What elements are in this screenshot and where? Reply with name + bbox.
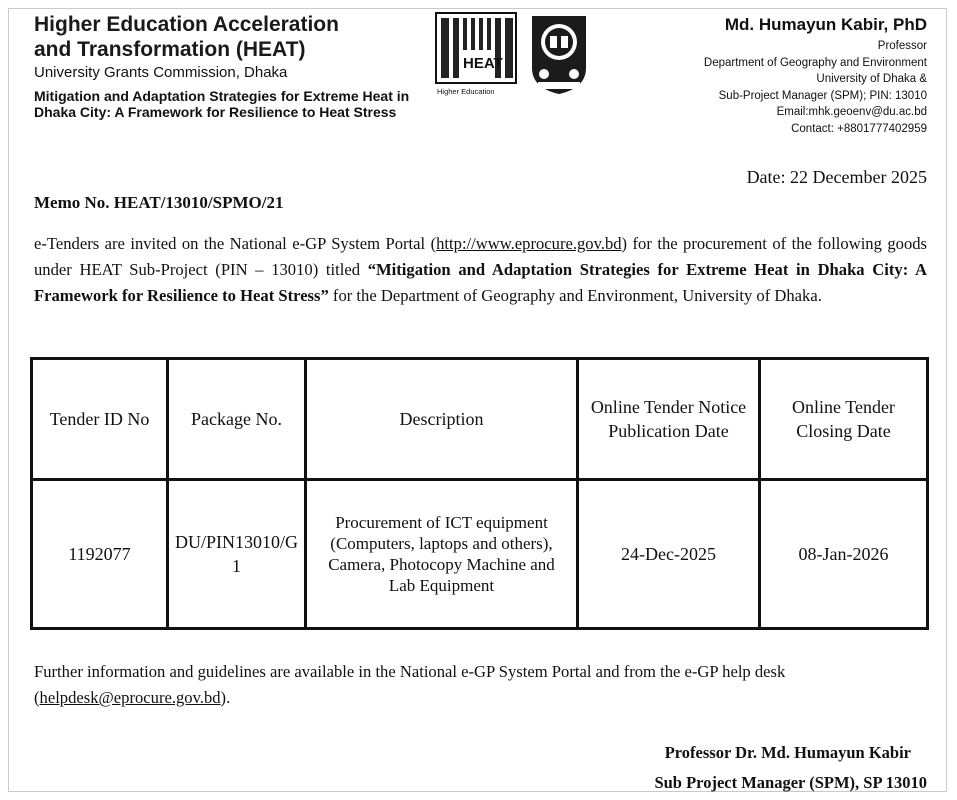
cell-description: Procurement of ICT equipment (Computers, laptops and others), Camera, Photocopy Machine and Lab Equipment [306,480,578,629]
cell-tender-id: 1192077 [32,480,168,629]
intro-text-1: e-Tenders are invited on the National e-GP System Portal ( [34,234,437,253]
header-description: Description [306,359,578,480]
header-package-no: Package No. [168,359,306,480]
contact-role: Sub-Project Manager (SPM); PIN: 13010 [718,89,927,102]
helpdesk-email-link[interactable]: helpdesk@eprocure.gov.bd [39,688,221,707]
signature-block [654,738,927,798]
further-info-paragraph [34,659,927,711]
contact-email: Email:mhk.geoenv@du.ac.bd [776,106,927,118]
further-text: Further information and guidelines are available in the National e-GP System Portal and from the e-GP help desk ( [34,662,786,707]
heat-logo [435,12,517,96]
memo-number: Memo No. HEAT/13010/SPMO/21 [34,193,284,212]
tender-table [30,357,929,630]
org-title-line2: and Transformation (HEAT) [34,38,306,61]
cell-closing-date: 08-Jan-2026 [760,480,928,629]
further-end: ). [220,688,231,707]
header-closing-date: Online Tender Closing Date [760,359,928,480]
memo-date: Date: 22 December 2025 [746,167,927,187]
intro-project-title: “Mitigation and Adaptation Strategies for Extreme Heat in Dhaka City: A Framework for Resilience to Heat Stress” [34,260,927,305]
heat-logo-caption: Higher Education [437,87,495,96]
contact-university: University of Dhaka & [816,73,927,85]
intro-text-2: ) for the procurement of the following goods under HEAT Sub-Project (PIN – 13010) titled [34,234,927,279]
contact-phone: Contact: +8801777402959 [791,122,927,135]
contact-title: Professor [877,40,927,52]
intro-text-3: for the Department of Geography and Environment, University of Dhaka. [328,286,822,305]
project-title: Mitigation and Adaptation Strategies for Extreme Heat in Dhaka City: A Framework for Resilience to Heat Stress [34,88,410,120]
contact-block [597,14,927,137]
header-tender-id: Tender ID No [32,359,168,480]
intro-paragraph [34,231,927,309]
contact-name: Md. Humayun Kabir, PhD [724,15,927,34]
cell-publication-date: 24-Dec-2025 [578,480,760,629]
egp-portal-link[interactable]: http://www.eprocure.gov.bd [436,234,622,253]
org-title-line1: Higher Education Acceleration [34,13,339,36]
cell-package-no: DU/PIN13010/G1 [168,480,306,629]
signature-title: Sub Project Manager (SPM), SP 13010 [654,773,927,792]
org-subtitle: University Grants Commission, Dhaka [34,64,288,81]
heat-logo-text: HEAT [463,55,503,72]
signature-name: Professor Dr. Md. Humayun Kabir [664,743,911,762]
organization-header [34,12,434,120]
table-row [32,480,928,629]
header-publication-date: Online Tender Notice Publication Date [578,359,760,480]
table-header-row [32,359,928,480]
university-seal [528,12,590,98]
contact-department: Department of Geography and Environment [703,56,927,69]
